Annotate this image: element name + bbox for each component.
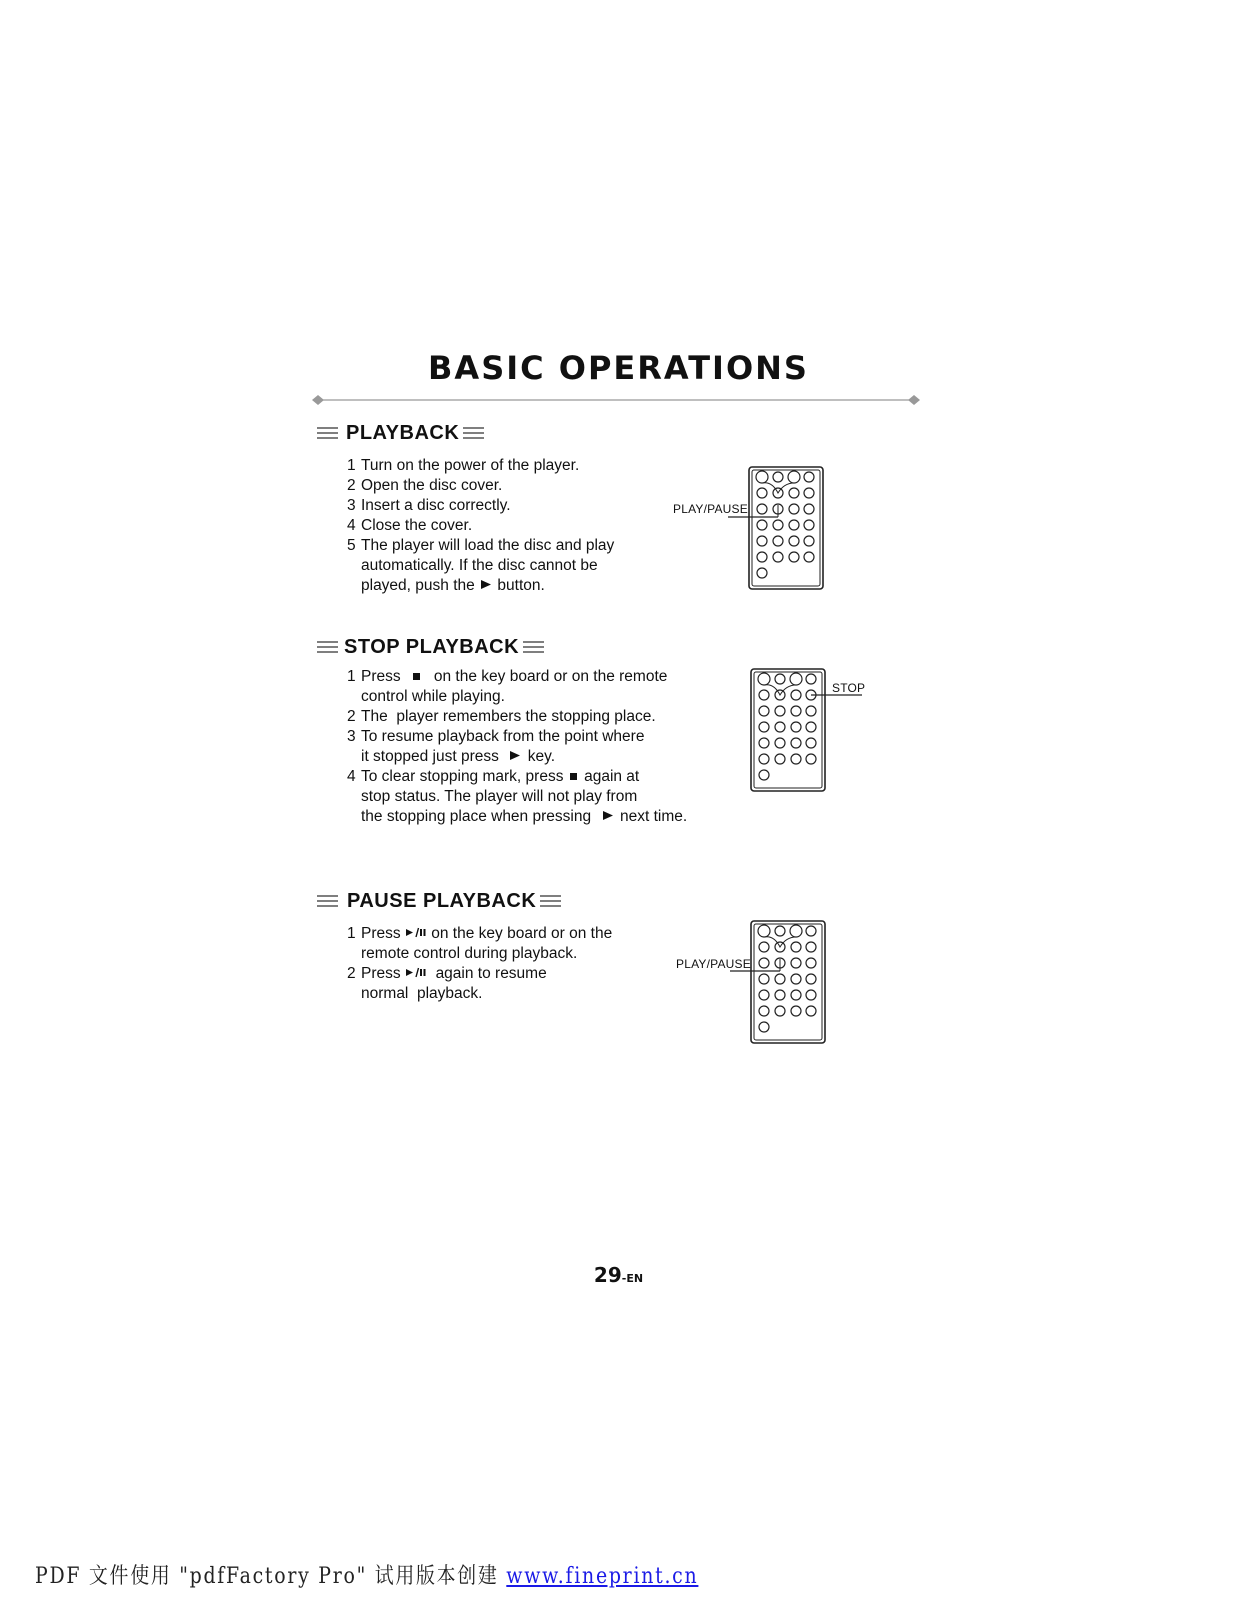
playback-steps — [347, 456, 614, 596]
pause-playback-steps — [347, 924, 612, 1004]
triple-line-icon — [317, 639, 339, 655]
remote-label-play-pause: PLAY/PAUSE — [676, 957, 751, 971]
section-heading-pause-playback — [317, 886, 562, 916]
section-title: STOP PLAYBACK — [344, 635, 520, 658]
list-item: 3 Insert a disc correctly. — [347, 497, 511, 514]
triple-line-icon — [463, 425, 485, 441]
section-heading-stop-playback — [317, 632, 545, 662]
list-item: 4 Close the cover. — [347, 517, 473, 534]
stop-square-icon — [568, 767, 580, 787]
remote-control-illustration — [728, 466, 828, 592]
stop-square-icon — [409, 667, 425, 687]
remote-label-play-pause: PLAY/PAUSE — [673, 502, 748, 516]
triple-line-icon — [523, 639, 545, 655]
list-item: 1 Press on the key board or on the remote control while playing. — [347, 668, 668, 706]
list-item: 5 The player will load the disc and play automatically. If the disc cannot be played, push the button. — [347, 537, 615, 595]
list-item: 1 Press on the key board or on the remote control during playback. — [347, 925, 613, 963]
section-heading-playback — [317, 418, 485, 448]
page-title: BASIC OPERATIONS — [428, 349, 809, 387]
triple-line-icon — [540, 893, 562, 909]
list-item: 1 Turn on the power of the player. — [347, 457, 580, 474]
list-item: 2 Press again to resume normal playback. — [347, 965, 547, 1003]
list-item: 2 The player remembers the stopping place. — [347, 708, 656, 726]
footer-link[interactable]: www.fineprint.cn — [506, 1564, 699, 1589]
remote-control-illustration — [750, 668, 865, 794]
play-icon — [479, 576, 493, 596]
triple-line-icon — [317, 893, 339, 909]
title-divider — [312, 393, 920, 405]
section-title: PLAYBACK — [346, 421, 460, 444]
play-pause-icon — [405, 964, 427, 984]
stop-playback-steps — [347, 667, 687, 827]
triple-line-icon — [317, 425, 339, 441]
list-item: 3 To resume playback from the point where it stopped just press key. — [347, 728, 645, 766]
play-icon — [507, 747, 523, 767]
section-title: PAUSE PLAYBACK — [347, 889, 537, 912]
page-number: 29-EN — [593, 1263, 644, 1287]
remote-label-stop: STOP — [832, 681, 866, 695]
play-icon — [600, 807, 616, 827]
list-item: 2 Open the disc cover. — [347, 477, 503, 494]
footer-watermark: PDF 文件使用 "pdfFactory Pro" 试用版本创建 www.fineprint.cn — [35, 1564, 699, 1589]
remote-control-illustration — [730, 920, 830, 1046]
list-item: 4 To clear stopping mark, press again at stop status. The player will not play from the stopping place when pressing next time. — [347, 768, 688, 826]
play-pause-icon — [405, 924, 427, 944]
